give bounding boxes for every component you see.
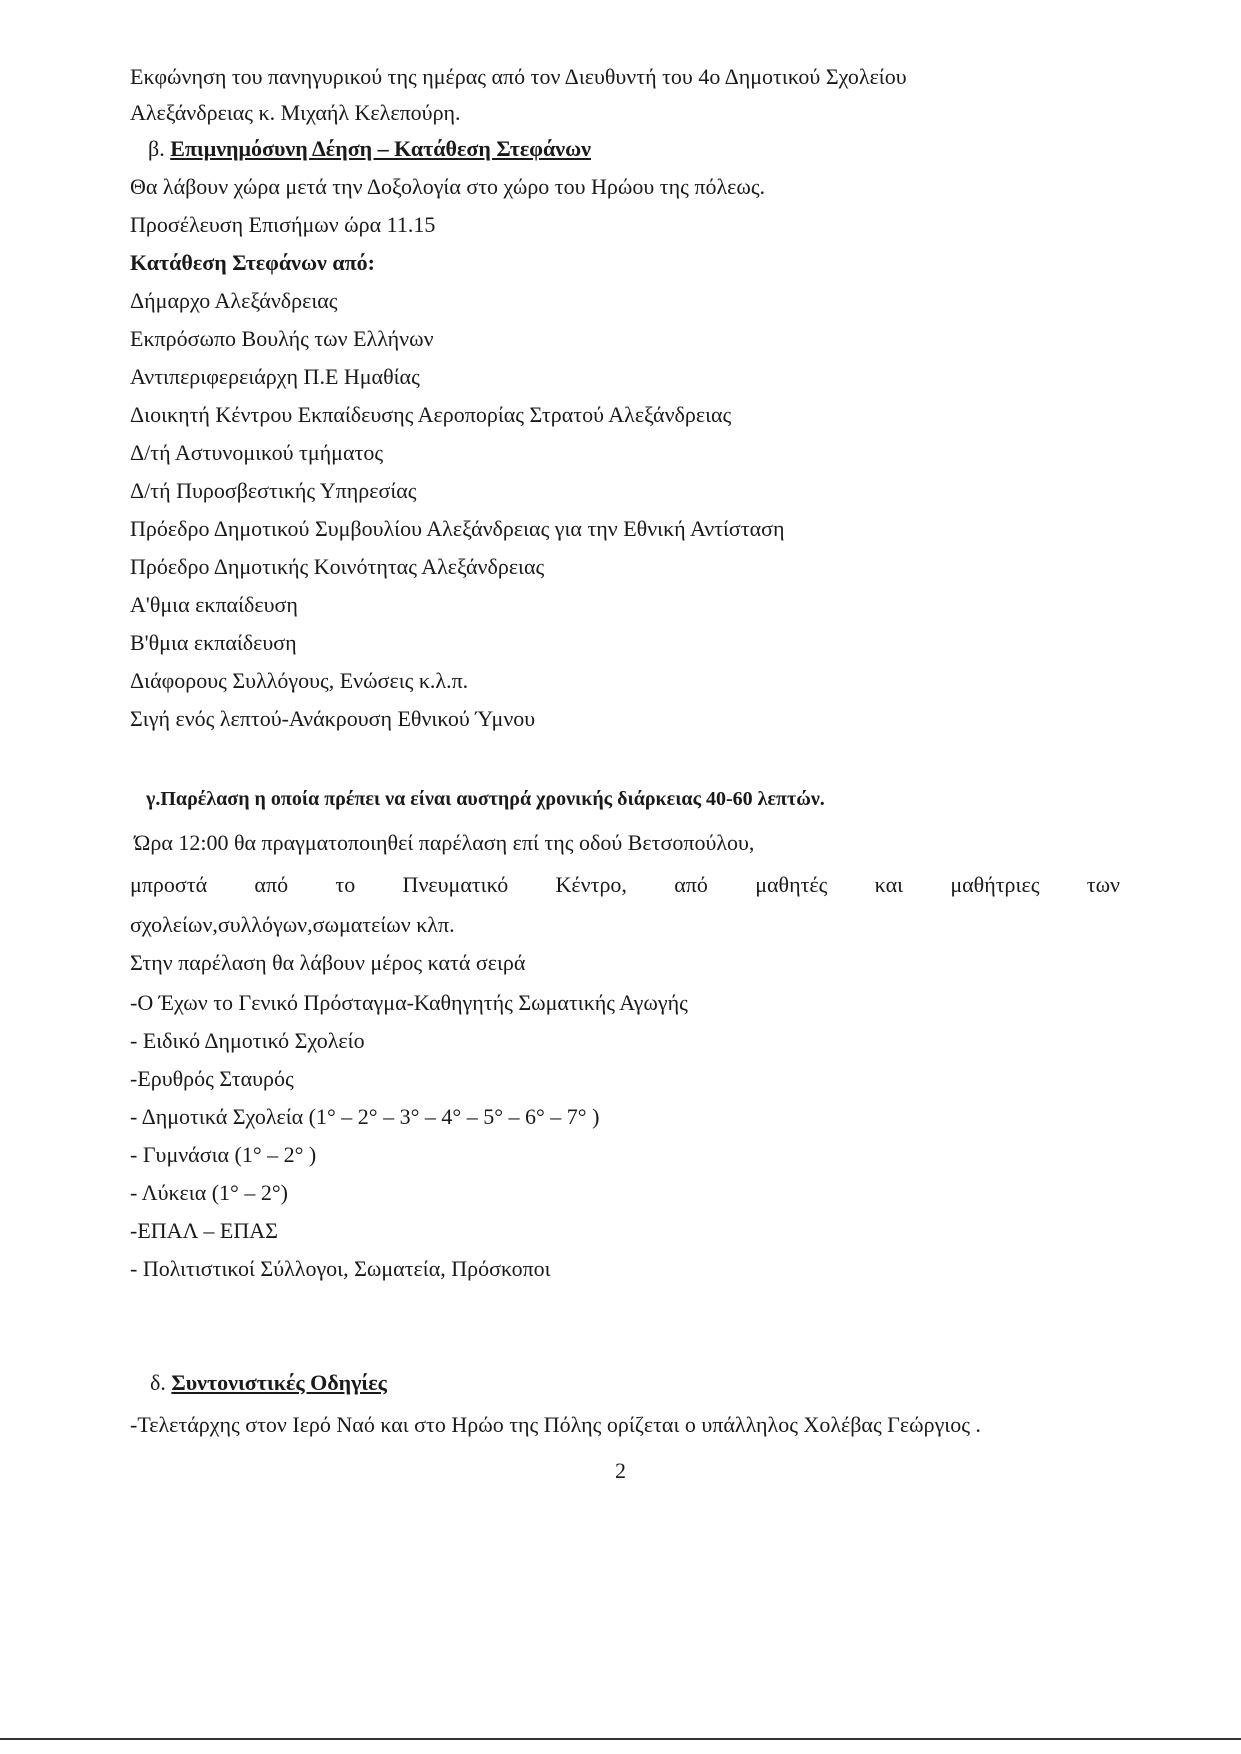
- paragraph-line: σχολείων,συλλόγων,σωματείων κλπ.: [130, 912, 455, 937]
- wreath-item: Πρόεδρο Δημοτικού Συμβουλίου Αλεξάνδρειας για την Εθνική Αντίσταση: [130, 516, 785, 541]
- wreath-item: Β'θμια εκπαίδευση: [130, 630, 297, 655]
- section-b-heading: [148, 136, 591, 162]
- paragraph-line: μπροστά από το Πνευματικό Κέντρο, από μαθητές και μαθήτριες των: [130, 872, 1120, 897]
- paragraph-line: Προσέλευση Επισήμων ώρα 11.15: [130, 212, 436, 237]
- wreath-item: Δ/τή Αστυνομικού τμήματος: [130, 440, 384, 465]
- parade-order-item: - Δημοτικά Σχολεία (1° – 2° – 3° – 4° – 5° – 6° – 7° ): [130, 1104, 600, 1129]
- paragraph-line: Στην παρέλαση θα λάβουν μέρος κατά σειρά: [130, 950, 526, 975]
- wreath-heading: Κατάθεση Στεφάνων από:: [130, 250, 376, 275]
- page-number: 2: [615, 1458, 626, 1483]
- parade-order-item: -ΕΠΑΛ – ΕΠΑΣ: [130, 1218, 278, 1243]
- parade-order-item: - Γυμνάσια (1° – 2° ): [130, 1142, 317, 1167]
- paragraph-line: Θα λάβουν χώρα μετά την Δοξολογία στο χώρο του Ηρώου της πόλεως.: [130, 174, 766, 199]
- section-d-heading: [150, 1370, 387, 1396]
- paragraph-line: Ώρα 12:00 θα πραγματοποιηθεί παρέλαση επί της οδού Βετσοπούλου,: [134, 830, 755, 855]
- footer-rule: [0, 1738, 1241, 1740]
- paragraph-line: Αλεξάνδρειας κ. Μιχαήλ Κελεπούρη.: [130, 100, 461, 125]
- paragraph-line: -Τελετάρχης στον Ιερό Ναό και στο Ηρώο της Πόλης ορίζεται ο υπάλληλος Χολέβας Γεώργιος .: [130, 1412, 981, 1437]
- section-d-prefix: δ.: [150, 1370, 172, 1395]
- wreath-item: Διάφορους Συλλόγους, Ενώσεις κ.λ.π.: [130, 668, 469, 693]
- section-b-prefix: β.: [148, 136, 171, 161]
- wreath-item: Εκπρόσωπο Βουλής των Ελλήνων: [130, 326, 434, 351]
- section-b-title: Επιμνημόσυνη Δέηση – Κατάθεση Στεφάνων: [170, 136, 592, 161]
- section-d-title: Συντονιστικές Οδηγίες: [171, 1370, 387, 1395]
- paragraph-line: Εκφώνηση του πανηγυρικού της ημέρας από τον Διευθυντή του 4ο Δημοτικού Σχολείου: [130, 64, 907, 89]
- wreath-item: Πρόεδρο Δημοτικής Κοινότητας Αλεξάνδρειας: [130, 554, 545, 579]
- parade-order-item: - Πολιτιστικοί Σύλλογοι, Σωματεία, Πρόσκοποι: [130, 1256, 551, 1281]
- parade-order-item: - Ειδικό Δημοτικό Σχολείο: [130, 1028, 365, 1053]
- section-c-title: γ.Παρέλαση η οποία πρέπει να είναι αυστηρά χρονικής διάρκειας 40-60 λεπτών.: [146, 788, 825, 810]
- wreath-item: Α'θμια εκπαίδευση: [130, 592, 298, 617]
- wreath-item: Αντιπεριφερειάρχη Π.Ε Ημαθίας: [130, 364, 420, 389]
- parade-order-item: -Ερυθρός Σταυρός: [130, 1066, 294, 1091]
- wreath-item: Δ/τή Πυροσβεστικής Υπηρεσίας: [130, 478, 417, 503]
- wreath-item: Σιγή ενός λεπτού-Ανάκρουση Εθνικού Ύμνου: [130, 706, 536, 731]
- wreath-item: Διοικητή Κέντρου Εκπαίδευσης Αεροπορίας Στρατού Αλεξάνδρειας: [130, 402, 732, 427]
- parade-order-item: -Ο Έχων το Γενικό Πρόσταγμα-Καθηγητής Σωματικής Αγωγής: [130, 990, 688, 1015]
- wreath-item: Δήμαρχο Αλεξάνδρειας: [130, 288, 338, 313]
- parade-order-item: - Λύκεια (1° – 2°): [130, 1180, 288, 1205]
